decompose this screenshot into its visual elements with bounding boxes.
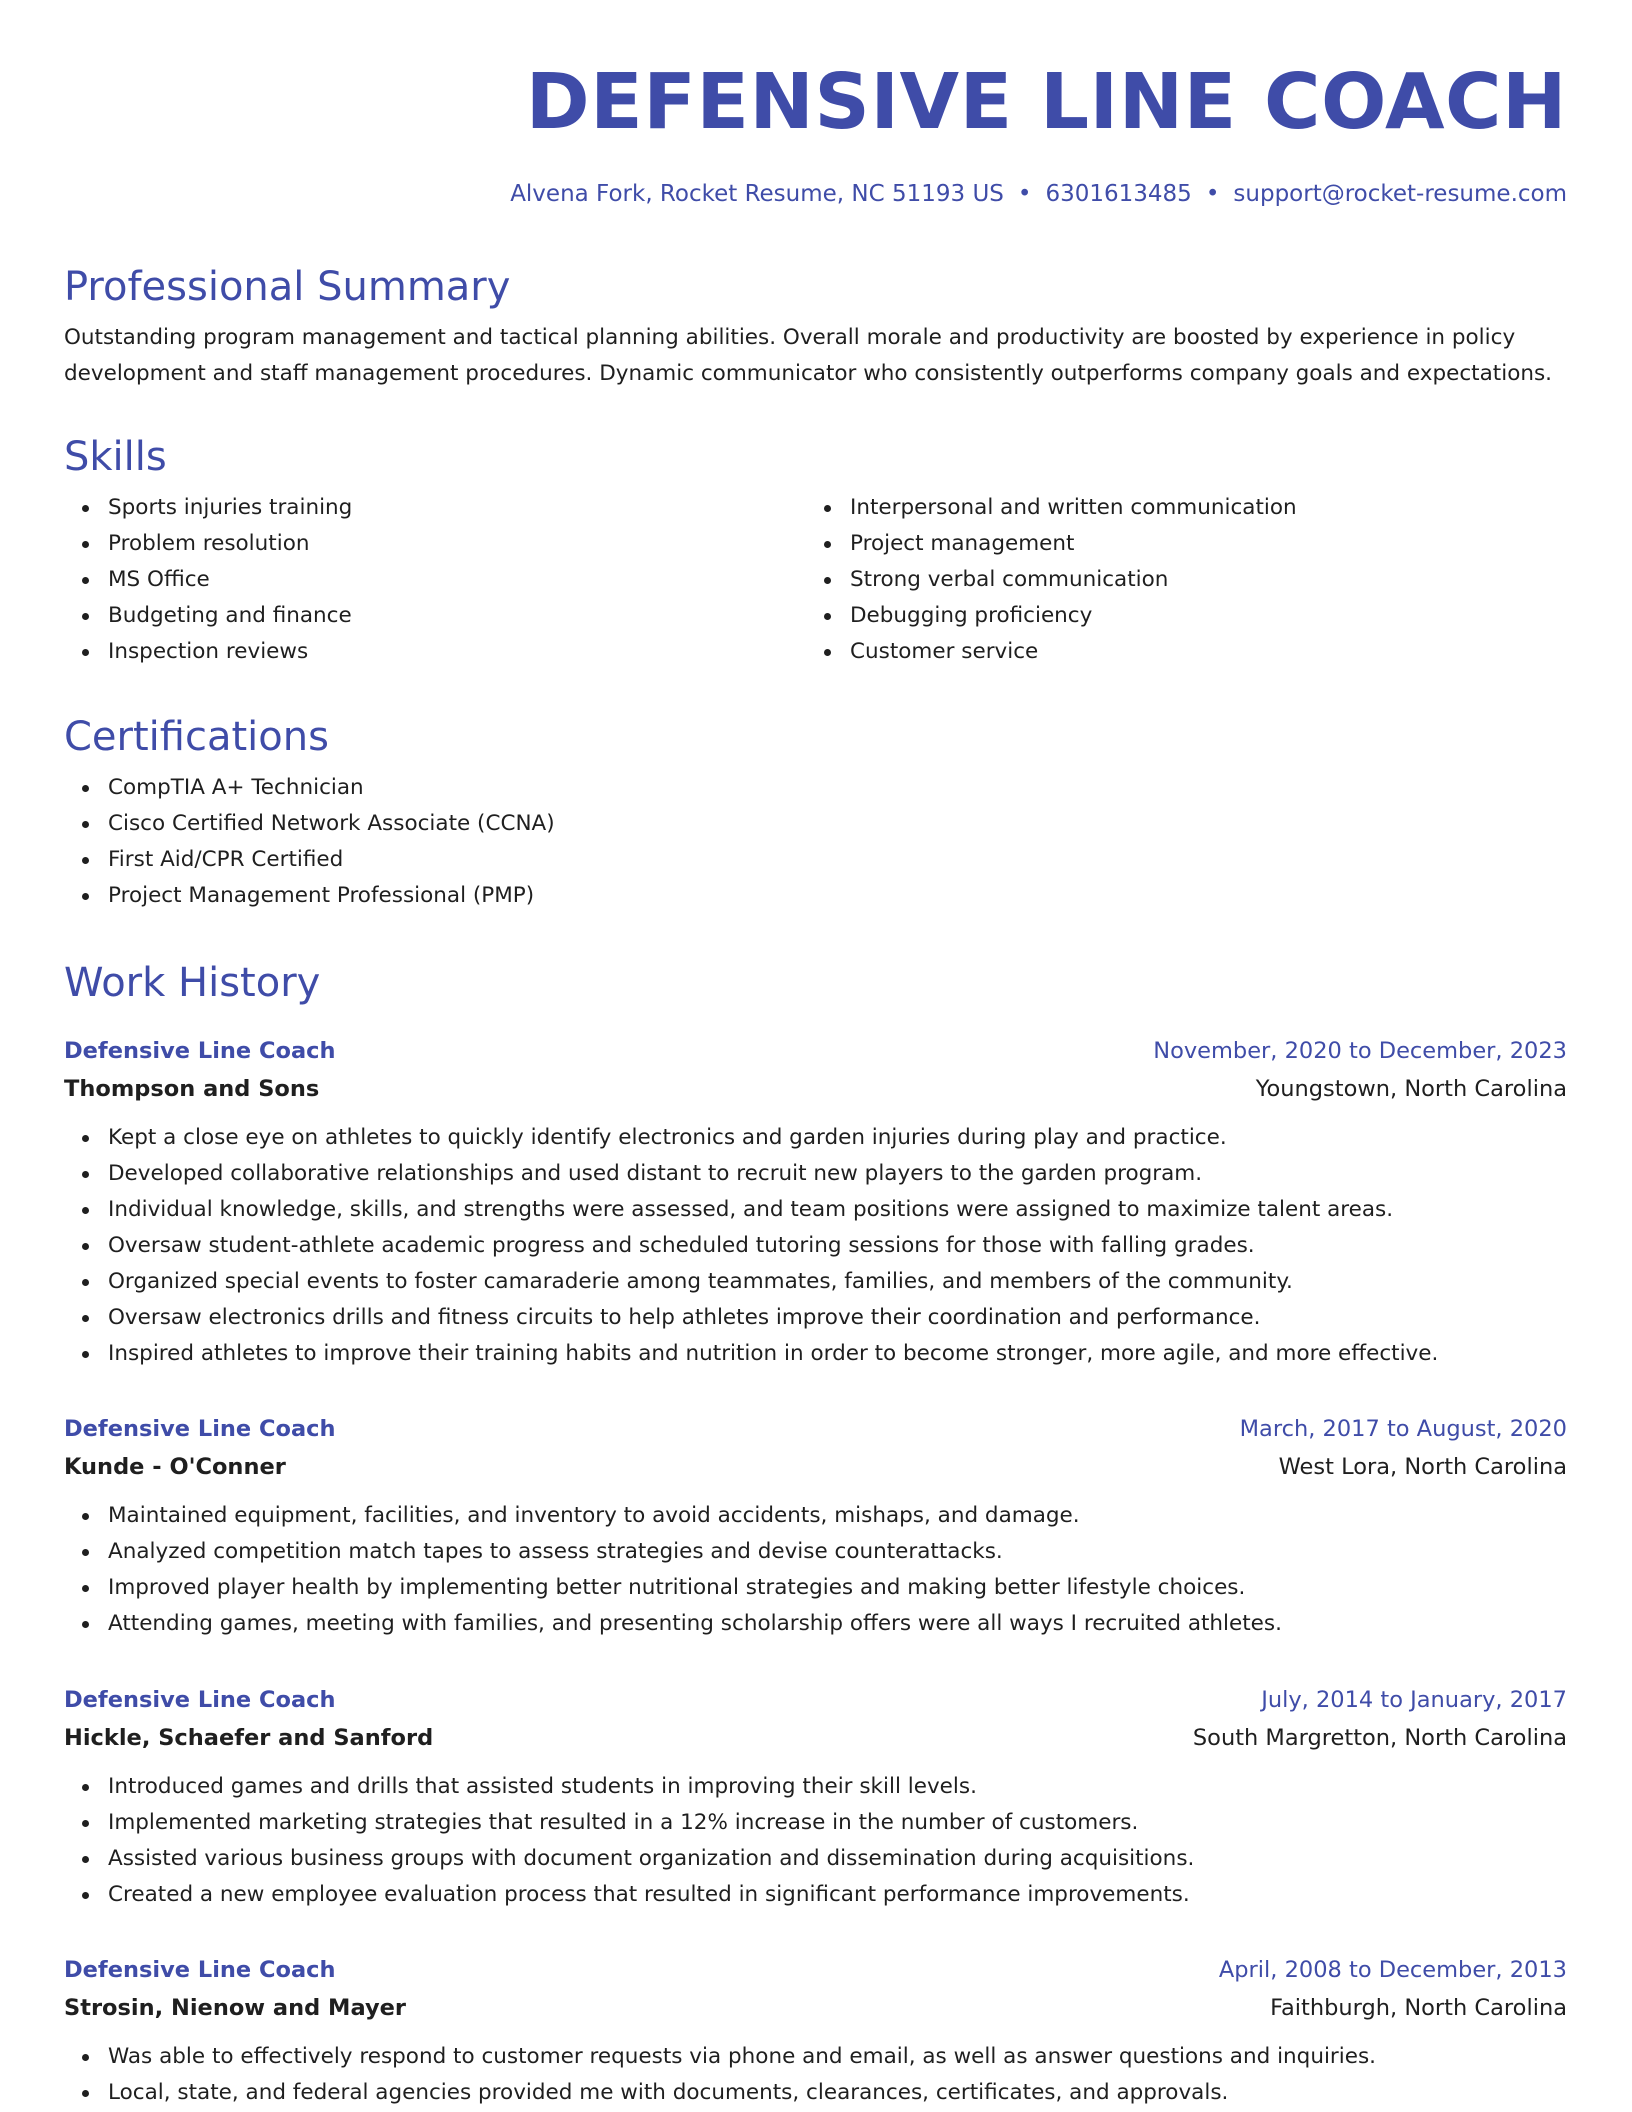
job-company: Hickle, Schaefer and Sanford	[64, 1725, 434, 1751]
job-subheader	[64, 1448, 1567, 1486]
job-title: Defensive Line Coach	[64, 1416, 336, 1442]
job-dates: November, 2020 to December, 2023	[1153, 1038, 1567, 1064]
job-company: Kunde - O'Conner	[64, 1454, 286, 1480]
job-header	[64, 1410, 1567, 1448]
certifications-list	[64, 770, 1567, 914]
job-bullet: Local, state, and federal agencies provided me with documents, clearances, certificates, and approvals.	[108, 2075, 1567, 2111]
job-location: West Lora, North Carolina	[1278, 1454, 1567, 1480]
job-subheader	[64, 1070, 1567, 1108]
skills-column-right	[806, 490, 1548, 670]
contact-separator: •	[1017, 181, 1032, 207]
job-header	[64, 1681, 1567, 1719]
job-bullet: Individual knowledge, skills, and strengths were assessed, and team positions were assigned to maximize talent areas.	[108, 1192, 1567, 1228]
job-entry	[64, 1951, 1567, 2111]
skills-heading: Skills	[64, 434, 167, 480]
job-bullet: Attending games, meeting with families, and presenting scholarship offers were all ways I recruited athletes.	[108, 1606, 1567, 1642]
summary-heading: Professional Summary	[64, 264, 511, 310]
job-company: Thompson and Sons	[64, 1076, 320, 1102]
job-bullet: Oversaw electronics drills and fitness circuits to help athletes improve their coordination and performance.	[108, 1300, 1567, 1336]
job-title: Defensive Line Coach	[64, 1687, 336, 1713]
skills-section	[64, 432, 1567, 670]
certification-item: Cisco Certified Network Associate (CCNA)	[108, 806, 1567, 842]
job-bullet: Improved player health by implementing better nutritional strategies and making better lifestyle choices.	[108, 1570, 1567, 1606]
skills-grid	[64, 490, 1567, 670]
skill-item: Customer service	[850, 634, 1548, 670]
job-bullet: Organized special events to foster camaraderie among teammates, families, and members of the community.	[108, 1264, 1567, 1300]
job-location: South Margretton, North Carolina	[1192, 1725, 1567, 1751]
work-history-section	[64, 958, 1567, 1008]
skills-list-right	[806, 490, 1548, 670]
job-company: Strosin, Nienow and Mayer	[64, 1995, 406, 2021]
skill-item: Strong verbal communication	[850, 562, 1548, 598]
job-bullet: Assisted various business groups with document organization and dissemination during acquisitions.	[108, 1841, 1567, 1877]
skill-item: Interpersonal and written communication	[850, 490, 1548, 526]
job-header	[64, 1951, 1567, 1989]
job-location: Faithburgh, North Carolina	[1270, 1995, 1567, 2021]
skills-column-left	[64, 490, 806, 670]
job-bullet: Analyzed competition match tapes to assess strategies and devise counterattacks.	[108, 1534, 1567, 1570]
skill-item: Debugging proficiency	[850, 598, 1548, 634]
job-bullets	[64, 1498, 1567, 1642]
job-header	[64, 1032, 1567, 1070]
skill-item: Budgeting and finance	[108, 598, 806, 634]
contact-line	[64, 178, 1567, 210]
job-title: Defensive Line Coach	[64, 1957, 336, 1983]
contact-phone: 6301613485	[1045, 181, 1192, 207]
resume-title: DEFENSIVE LINE COACH	[525, 58, 1567, 147]
summary-section	[64, 262, 1567, 392]
certification-item: CompTIA A+ Technician	[108, 770, 1567, 806]
contact-email[interactable]: support@rocket-resume.com	[1233, 181, 1567, 207]
job-bullet: Implemented marketing strategies that resulted in a 12% increase in the number of customers.	[108, 1805, 1567, 1841]
job-bullets	[64, 1120, 1567, 1372]
job-entry	[64, 1032, 1567, 1372]
job-bullet: Developed collaborative relationships and used distant to recruit new players to the garden program.	[108, 1156, 1567, 1192]
skills-list-left	[64, 490, 806, 670]
resume-page	[64, 0, 1567, 2105]
skill-item: Problem resolution	[108, 526, 806, 562]
summary-text: Outstanding program management and tactical planning abilities. Overall morale and productivity are boosted by experience in policy development and staff management procedures. Dynamic communicator who consistently outperforms company goals and expectations.	[64, 325, 1553, 386]
job-bullet: Created a new employee evaluation process that resulted in significant performance improvements.	[108, 1877, 1567, 1913]
job-subheader	[64, 1719, 1567, 1757]
certifications-section	[64, 712, 1567, 914]
job-entry	[64, 1410, 1567, 1642]
job-bullet: Inspired athletes to improve their training habits and nutrition in order to become stronger, more agile, and more effective.	[108, 1336, 1567, 1372]
work-history-heading: Work History	[64, 960, 321, 1006]
contact-separator: •	[1205, 181, 1220, 207]
job-location: Youngstown, North Carolina	[1255, 1076, 1567, 1102]
job-bullets	[64, 1769, 1567, 1913]
contact-address: Alvena Fork, Rocket Resume, NC 51193 US	[510, 181, 1004, 207]
job-dates: March, 2017 to August, 2020	[1239, 1416, 1567, 1442]
job-title: Defensive Line Coach	[64, 1038, 336, 1064]
certification-item: First Aid/CPR Certified	[108, 842, 1567, 878]
skill-item: Project management	[850, 526, 1548, 562]
skill-item: MS Office	[108, 562, 806, 598]
job-bullet: Oversaw student-athlete academic progress and scheduled tutoring sessions for those with falling grades.	[108, 1228, 1567, 1264]
job-bullet: Kept a close eye on athletes to quickly identify electronics and garden injuries during play and practice.	[108, 1120, 1567, 1156]
job-dates: July, 2014 to January, 2017	[1261, 1687, 1567, 1713]
job-bullet: Introduced games and drills that assisted students in improving their skill levels.	[108, 1769, 1567, 1805]
job-subheader	[64, 1989, 1567, 2027]
certifications-heading: Certifications	[64, 714, 329, 760]
skill-item: Sports injuries training	[108, 490, 806, 526]
job-bullet: Was able to effectively respond to customer requests via phone and email, as well as answer questions and inquiries.	[108, 2039, 1567, 2075]
job-bullets	[64, 2039, 1567, 2111]
job-dates: April, 2008 to December, 2013	[1218, 1957, 1567, 1983]
job-bullet: Maintained equipment, facilities, and inventory to avoid accidents, mishaps, and damage.	[108, 1498, 1567, 1534]
skill-item: Inspection reviews	[108, 634, 806, 670]
certification-item: Project Management Professional (PMP)	[108, 878, 1567, 914]
job-entry	[64, 1681, 1567, 1913]
